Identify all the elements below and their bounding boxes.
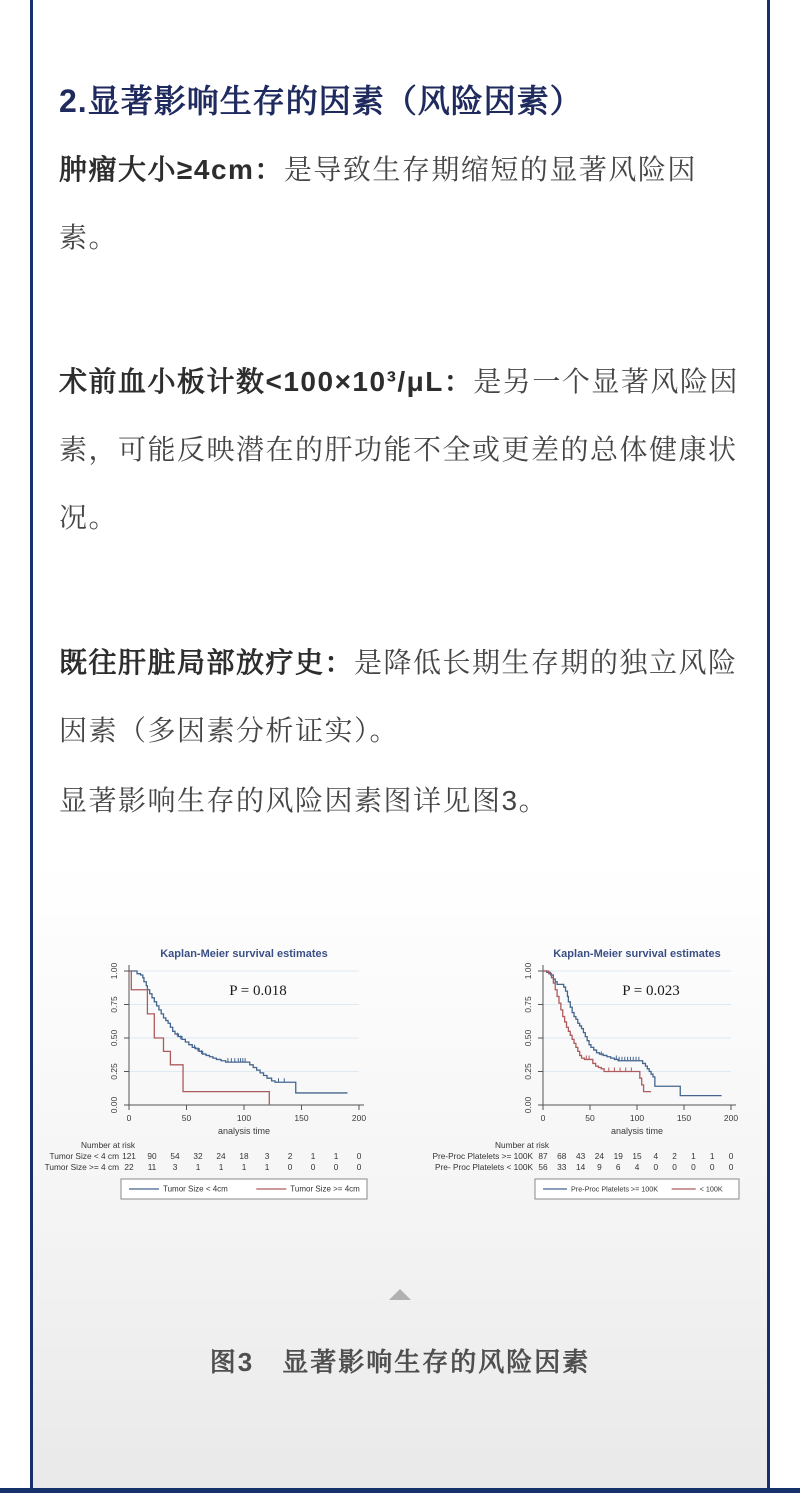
risk-count: 0 [691, 1162, 696, 1172]
paragraph-lead: 既往肝脏局部放疗史： [59, 647, 355, 678]
x-tick-label: 50 [181, 1113, 192, 1123]
legend-label: Tumor Size < 4cm [163, 1184, 228, 1194]
km-plot [39, 941, 389, 1225]
risk-count: 24 [216, 1151, 226, 1161]
risk-count: 2 [287, 1151, 293, 1161]
x-tick-label: 100 [236, 1113, 252, 1123]
paragraph-lead: 术前血小板计数<100×10³/μL： [59, 366, 474, 397]
risk-count: 2 [672, 1151, 677, 1161]
paragraph-text: 显著影响生存的风险因素图详见图3。 [59, 785, 549, 816]
paragraph-radiotherapy [59, 629, 741, 765]
legend-label: Pre-Proc Platelets >= 100K [571, 1184, 659, 1194]
risk-row-label: Tumor Size < 4 cm [49, 1151, 119, 1161]
km-chart-platelets [411, 941, 761, 1225]
risk-count: 0 [728, 1151, 734, 1161]
risk-count: 0 [728, 1162, 734, 1172]
x-tick-label: 50 [585, 1113, 595, 1123]
triangle-up-icon[interactable] [389, 1289, 411, 1300]
figure-caption: 图3 显著影响生存的风险因素 [209, 1347, 591, 1377]
chart-title: Kaplan-Meier survival estimates [553, 948, 721, 960]
x-axis-label: analysis time [610, 1126, 664, 1136]
risk-count: 1 [709, 1151, 715, 1161]
km-plot [411, 941, 761, 1225]
y-tick-label: 0.00 [523, 1096, 533, 1114]
risk-count: 22 [124, 1162, 134, 1172]
x-tick-label: 0 [540, 1113, 546, 1123]
risk-count: 1 [241, 1162, 247, 1172]
p-value: P = 0.023 [622, 983, 680, 999]
risk-count: 0 [672, 1162, 677, 1172]
y-tick-label: 0.75 [523, 996, 533, 1013]
paragraph-platelets [59, 348, 741, 552]
risk-count: 15 [632, 1151, 642, 1161]
risk-count: 1 [264, 1162, 270, 1172]
risk-row-label: Pre- Proc Platelets < 100K [435, 1162, 533, 1172]
content-frame [30, 0, 770, 1488]
paragraph-tumor-size [59, 136, 741, 272]
legend-label: Tumor Size >= 4cm [290, 1184, 360, 1194]
risk-count: 121 [122, 1151, 136, 1161]
figure-km-charts [44, 941, 741, 1379]
risk-row-label: Tumor Size >= 4 cm [44, 1162, 119, 1172]
risk-count: 0 [653, 1162, 659, 1172]
paragraph-lead: 肿瘤大小≥4cm： [59, 154, 284, 185]
y-tick-label: 0.75 [109, 996, 119, 1013]
paragraph-text: 是另一个显著风险因素，可能反映潜在的肝功能不全或更差的总体健康状况。 [59, 366, 739, 533]
risk-table-header: Number at risk [495, 1140, 549, 1150]
chart-title: Kaplan-Meier survival estimates [160, 948, 328, 960]
risk-count: 24 [594, 1151, 605, 1161]
risk-count: 1 [218, 1162, 224, 1172]
paragraph-figure-reference [59, 767, 741, 835]
risk-count: 0 [333, 1162, 339, 1172]
risk-count: 54 [170, 1151, 180, 1161]
x-tick-label: 150 [294, 1113, 309, 1123]
y-tick-label: 0.50 [109, 1029, 119, 1047]
risk-count: 0 [356, 1151, 362, 1161]
risk-count: 1 [691, 1151, 696, 1161]
y-tick-label: 0.25 [523, 1063, 533, 1080]
bottom-border [0, 1488, 800, 1493]
risk-count: 56 [538, 1162, 548, 1172]
risk-count: 18 [239, 1151, 249, 1161]
risk-count: 1 [195, 1162, 201, 1172]
risk-count: 4 [653, 1151, 659, 1161]
risk-count: 1 [333, 1151, 339, 1161]
p-value: P = 0.018 [229, 983, 287, 999]
figure-row [44, 941, 741, 1225]
risk-count: 3 [264, 1151, 270, 1161]
risk-count: 6 [615, 1162, 621, 1172]
x-tick-label: 100 [629, 1113, 645, 1123]
risk-count: 33 [557, 1162, 567, 1172]
y-tick-label: 1.00 [523, 962, 533, 980]
risk-count: 68 [557, 1151, 567, 1161]
x-tick-label: 200 [351, 1113, 367, 1123]
risk-count: 9 [597, 1162, 602, 1172]
risk-count: 32 [193, 1151, 203, 1161]
risk-count: 87 [538, 1151, 548, 1161]
x-axis-label: analysis time [217, 1126, 271, 1136]
risk-count: 43 [575, 1151, 586, 1161]
risk-count: 0 [287, 1162, 293, 1172]
risk-count: 3 [172, 1162, 178, 1172]
y-tick-label: 0.50 [523, 1029, 533, 1047]
y-tick-label: 0.00 [109, 1096, 119, 1114]
content-area [33, 78, 767, 1379]
risk-count: 14 [575, 1162, 586, 1172]
risk-count: 0 [356, 1162, 362, 1172]
paragraph-text: 是降低长期生存期的独立风险因素（多因素分析证实）。 [59, 647, 738, 746]
paragraph-text: 是导致生存期缩短的显著风险因素。 [59, 154, 697, 253]
km-chart-tumor-size [39, 941, 389, 1225]
risk-row-label: Pre-Proc Platelets >= 100K [432, 1151, 533, 1161]
risk-table-header: Number at risk [81, 1140, 135, 1150]
legend-label: < 100K [699, 1184, 723, 1194]
risk-count: 0 [310, 1162, 316, 1172]
y-tick-label: 1.00 [109, 962, 119, 980]
x-tick-label: 200 [723, 1113, 739, 1123]
y-tick-label: 0.25 [109, 1063, 119, 1080]
section-heading: 2.显著影响生存的因素（风险因素） [59, 83, 583, 119]
risk-count: 0 [709, 1162, 715, 1172]
risk-count: 4 [634, 1162, 640, 1172]
risk-count: 1 [310, 1151, 316, 1161]
x-tick-label: 0 [126, 1113, 132, 1123]
risk-count: 19 [613, 1151, 623, 1161]
x-tick-label: 150 [676, 1113, 692, 1123]
risk-count: 11 [147, 1162, 157, 1172]
risk-count: 90 [147, 1151, 157, 1161]
